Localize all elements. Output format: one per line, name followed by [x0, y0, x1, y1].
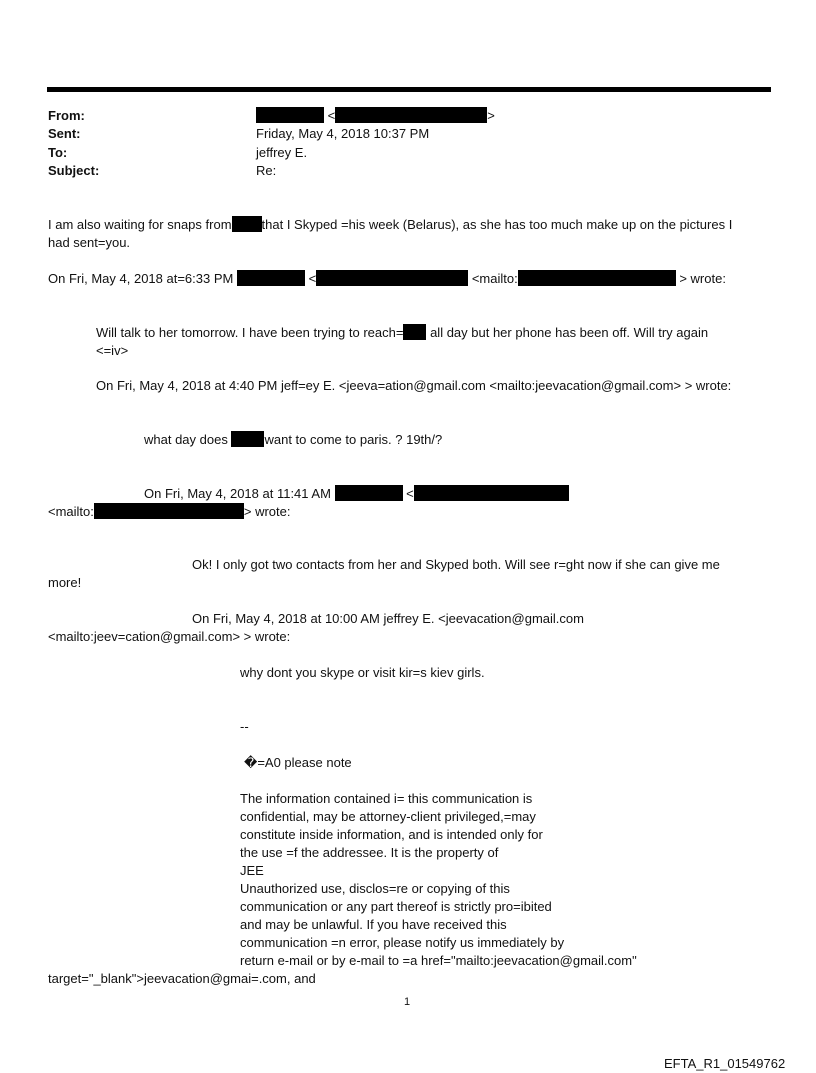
document-id: EFTA_R1_01549762	[664, 1056, 786, 1071]
disclaimer-line: constitute inside information, and is intended only for	[240, 827, 543, 842]
body-line: what day does want to come to paris. ? 19th/?	[144, 432, 443, 447]
body-line: Ok! I only got two contacts from her and Skyped both. Will see r=ght now if she can give me	[192, 557, 720, 572]
to-label: To:	[48, 145, 68, 160]
quote-header: On Fri, May 4, 2018 at 11:41 AM <	[144, 485, 569, 503]
sent-label: Sent:	[48, 126, 81, 141]
quote-header: On Fri, May 4, 2018 at 4:40 PM jeff=ey E. <jeeva=ation@gmail.com <mailto:jeevacation@gmail.com> > wrote:	[96, 378, 732, 393]
redaction-box	[335, 485, 403, 501]
disclaimer-line: return e-mail or by e-mail to =a href="mailto:jeevacation@gmail.com"	[240, 953, 637, 968]
redaction-box	[316, 270, 468, 286]
body-line: why dont you skype or visit kir=s kiev girls.	[240, 665, 485, 680]
redaction-box	[403, 324, 426, 340]
page-number: 1	[404, 996, 411, 1008]
body-line: Will talk to her tomorrow. I have been trying to reach= all day but her phone has been off. Will try again	[96, 325, 709, 340]
body-line: more!	[48, 575, 82, 590]
body-line: had sent=you.	[48, 235, 131, 250]
to-value: jeffrey E.	[256, 145, 308, 160]
redaction-box	[335, 107, 487, 123]
top-rule	[47, 87, 771, 92]
redaction-box	[237, 270, 305, 286]
redaction-box	[94, 503, 244, 519]
from-value: < >	[256, 107, 495, 125]
disclaimer-line: Unauthorized use, disclos=re or copying of this	[240, 881, 510, 896]
disclaimer-line: and may be unlawful. If you have received this	[240, 917, 507, 932]
quote-header: <mailto:jeev=cation@gmail.com> > wrote:	[48, 629, 291, 644]
quote-header: On Fri, May 4, 2018 at 10:00 AM jeffrey E. <jeevacation@gmail.com	[192, 611, 584, 626]
disclaimer-line: confidential, may be attorney-client privileged,=may	[240, 809, 536, 824]
disclaimer-line: target="_blank">jeevacation@gmai=.com, and	[48, 971, 316, 986]
subject-label: Subject:	[48, 163, 100, 178]
disclaimer-line: communication or any part thereof is strictly pro=ibited	[240, 899, 552, 914]
signature-note: �=A0 please note	[244, 755, 352, 770]
quote-header: <mailto: > wrote:	[48, 504, 291, 519]
redaction-box	[231, 431, 264, 447]
disclaimer-line: the use =f the addressee. It is the property of	[240, 845, 499, 860]
redaction-box	[518, 270, 676, 286]
redaction-box	[414, 485, 569, 501]
disclaimer-line: The information contained i= this communication is	[240, 791, 533, 806]
redaction-box	[256, 107, 324, 123]
body-line: I am also waiting for snaps from that I Skyped =his week (Belarus), as she has too much make up on the pictures I	[48, 217, 733, 232]
signature-separator: --	[240, 719, 249, 734]
sent-value: Friday, May 4, 2018 10:37 PM	[256, 126, 430, 141]
from-label: From:	[48, 108, 85, 123]
body-line: <=iv>	[96, 343, 129, 358]
disclaimer-line: communication =n error, please notify us immediately by	[240, 935, 565, 950]
subject-value: Re:	[256, 163, 277, 178]
redaction-box	[232, 216, 262, 232]
quote-header: On Fri, May 4, 2018 at=6:33 PM < <mailto: > wrote:	[48, 271, 726, 286]
disclaimer-line: JEE	[240, 863, 264, 878]
